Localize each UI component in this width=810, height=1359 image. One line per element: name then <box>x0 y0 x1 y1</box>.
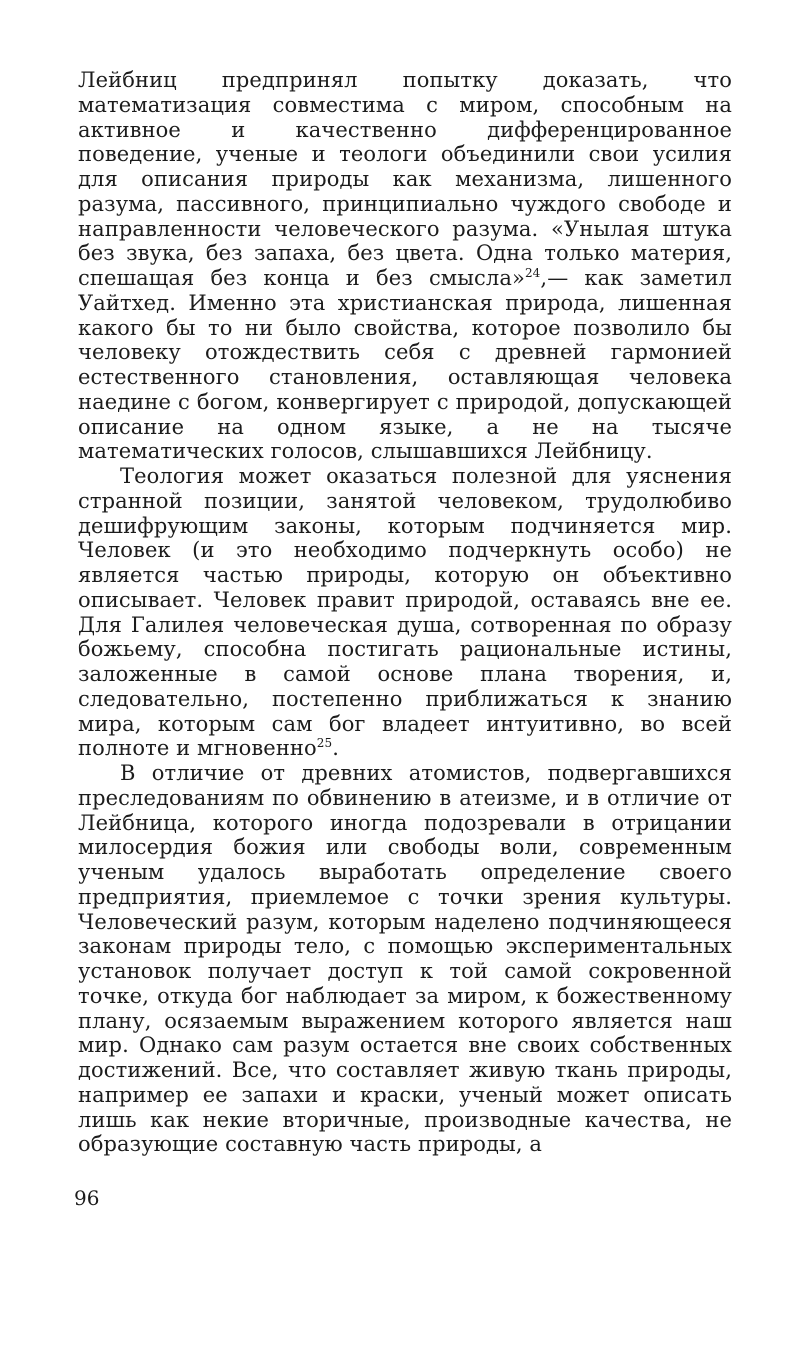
paragraph-2 <box>78 464 732 761</box>
paragraph-2-continuation: . <box>332 736 340 761</box>
paragraph-1-continuation: ,— как заметил Уайтхед. Именно эта христианская природа, лишенная какого бы то ни было свойства, которое позволило бы человеку отождествить себя с древней гармонией естественного становления, оставляющая человека наедине с богом, конвергирует с природой, допускающей описание на одном языке, а не на тысяче математических голосов, слышавшихся Лейбницу. <box>78 266 732 464</box>
page-body <box>78 68 732 1157</box>
paragraph-1-text: Лейбниц предпринял попытку доказать, что математизация совместима с миром, способным на активное и качественно дифференцированное поведение, ученые и теологи объединили свои усилия для описания природы как механизма, лишенного разума, пассивного, принципиально чуждого свободе и направленности человеческого разума. «Унылая штука без звука, без запаха, без цвета. Одна только материя, спешащая без конца и без смысла» <box>78 68 732 290</box>
paragraph-3-text: В отличие от древних атомистов, подвергавшихся преследованиям по обвинению в атеизме, и в отличие от Лейбница, которого иногда подозревали в отрицании милосердия божия или свободы воли, современным ученым удалось выработать определение своего предприятия, приемлемое с точки зрения культуры. Человеческий разум, которым наделено подчиняющееся законам природы тело, с помощью экспериментальных установок получает доступ к той самой сокровенной точке, откуда бог наблюдает за миром, к божественному плану, осязаемым выражением которого является наш мир. Однако сам разум остается вне своих собственных достижений. Все, что составляет живую ткань природы, например ее запахи и краски, ученый может описать лишь как некие вторичные, производные качества, не образующие составную часть природы, а <box>78 761 732 1157</box>
footnote-mark-25: 25 <box>316 736 333 751</box>
footnote-mark-24: 24 <box>524 266 541 280</box>
page-number: 96 <box>74 1186 100 1210</box>
paragraph-3 <box>78 761 732 1157</box>
paragraph-2-text: Теология может оказаться полезной для уяснения странной позиции, занятой человеком, трудолюбиво дешифрующим законы, которым подчиняется мир. Человек (и это необходимо подчеркнуть особо) не является частью природы, которую он объективно описывает. Человек правит природой, оставаясь вне ее. Для Галилея человеческая душа, сотворенная по образу божьему, способна постигать рациональные истины, заложенные в самой основе плана творения, и, следовательно, постепенно приближаться к знанию мира, которым сам бог владеет интуитивно, во всей полноте и мгновенно <box>78 464 732 761</box>
paragraph-1 <box>78 68 732 464</box>
